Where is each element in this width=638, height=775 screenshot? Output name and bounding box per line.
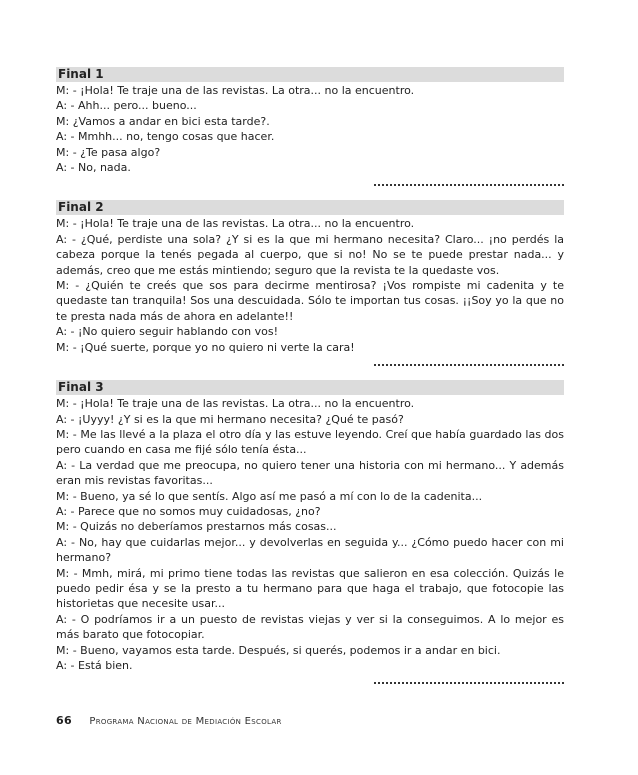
dialogue-line: A: - Parece que no somos muy cuidadosas, ¿no? [56,504,321,518]
page-content [56,67,564,698]
section-final-2 [56,200,564,366]
dotted-separator [374,184,564,186]
section-title: Final 2 [56,200,564,215]
dotted-separator [374,364,564,366]
dialogue-line: M: - Quizás no deberíamos prestarnos más cosas... [56,520,337,534]
dialogue-line: A: - La verdad que me preocupa, no quiero tener una historia con mi hermano... Y además eran mis revistas favoritas... [56,458,564,488]
dialogue-line: A: - ¡Uyyy! ¿Y si es la que mi hermano necesita? ¿Qué te pasó? [56,412,404,426]
dialogue-line: M: - Bueno, vayamos esta tarde. Después, si querés, podemos ir a andar en bici. [56,643,501,657]
dialogue-line: M: - ¿Quién te creés que sos para decirme mentirosa? ¡Vos rompiste mi cadenita y te quedaste tan tranquila! Sos una descuidada. Sólo te importan tus cosas. ¡¡Soy yo la que no te presta nada más de ahora en adelante!! [56,279,564,323]
dialogue-line: A: - Mmhh... no, tengo cosas que hacer. [56,130,275,144]
dialogue-line: A: - Ahh... pero... bueno... [56,99,197,113]
section-final-3 [56,380,564,684]
dialogue-line: M: - ¡Qué suerte, porque yo no quiero ni verte la cara! [56,340,355,354]
footer-title: Programa Nacional de Mediación Escolar [89,716,282,727]
dialogue-line: A: - No, hay que cuidarlas mejor... y devolverlas en seguida y... ¿Cómo puedo hacer con mi hermano? [56,535,564,565]
section-title: Final 3 [56,380,564,395]
dialogue-line: M: - ¡Hola! Te traje una de las revistas. La otra... no la encuentro. [56,217,415,231]
page-number: 66 [56,714,72,727]
dialogue-line: M: - Me las llevé a la plaza el otro día y las estuve leyendo. Creí que había guardado las dos pero cuando en casa me fijé sólo tenía ésta... [56,427,564,457]
dialogue-line: A: - No, nada. [56,161,131,175]
dialogue-line: A: - ¿Qué, perdiste una sola? ¿Y si es la que mi hermano necesita? Claro... ¡no perdés la cabeza porque la tenés pegada al cuerpo, que si no! No se te puede prestar nada... y además, creo que me estás mintiendo; seguro que la revista te la quedaste vos. [56,232,564,277]
dialogue-line: A: - Está bien. [56,659,133,672]
dialogue-line: M: ¿Vamos a andar en bici esta tarde?. [56,114,270,128]
section-final-1 [56,67,564,186]
section-title: Final 1 [56,67,564,82]
dotted-separator [374,682,564,684]
page-footer [56,714,282,727]
dialogue-line: M: - ¡Hola! Te traje una de las revistas. La otra... no la encuentro. [56,397,415,411]
dialogue-line: A: - O podríamos ir a un puesto de revistas viejas y ver si la conseguimos. A lo mejor es más barato que fotocopiar. [56,612,564,642]
dialogue-line: A: - ¡No quiero seguir hablando con vos! [56,325,278,339]
dialogue-line: M: - Bueno, ya sé lo que sentís. Algo así me pasó a mí con lo de la cadenita... [56,489,483,503]
dialogue-line: M: - ¡Hola! Te traje una de las revistas. La otra... no la encuentro. [56,84,415,97]
dialogue-line: M: - ¿Te pasa algo? [56,145,161,159]
dialogue-line: M: - Mmh, mirá, mi primo tiene todas las revistas que salieron en esa colección. Quizás le puedo pedir ésa y se la presto a tu hermano para que haga el trabajo, que fotocopie las historietas que necesite usar... [56,566,564,611]
